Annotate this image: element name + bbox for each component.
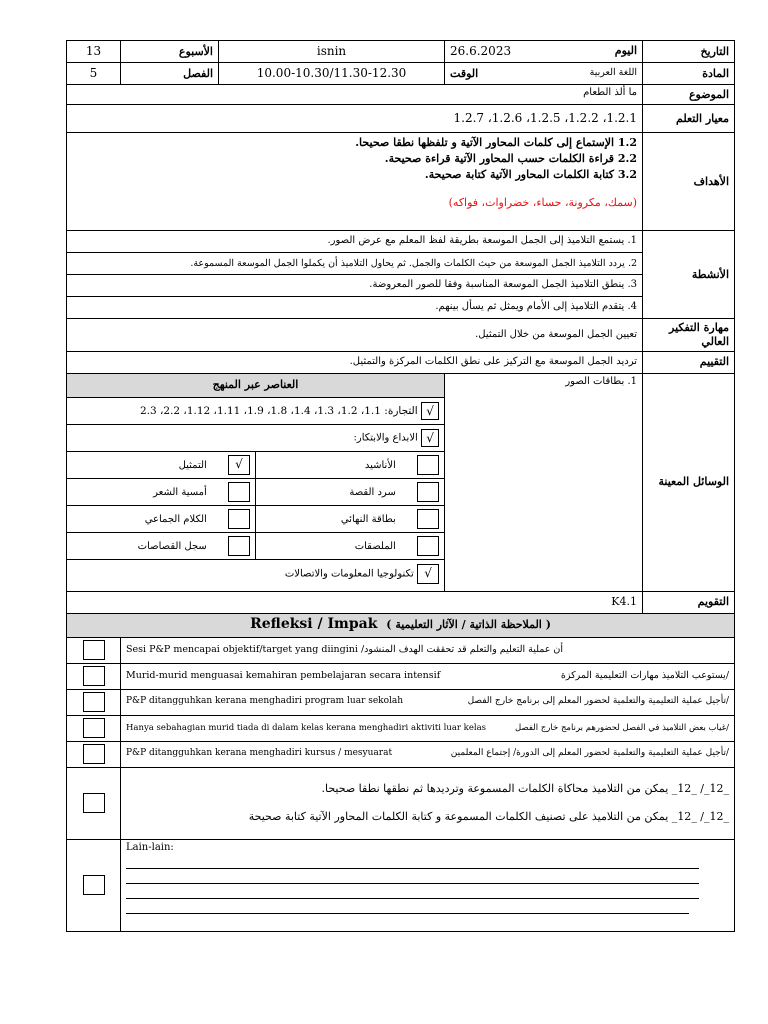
refleksi-title-ar: ( الملاحظة الذاتية / الآثار التعليمية ) (386, 618, 551, 632)
keusahawanan-label: التجارة: 1.1، 1.2، 1.3، 1.4، 1.8، 1.9، 1.11، 1.12، 2.2، 2.3 (139, 405, 418, 417)
tarikh-value: 26.6.2023 (450, 44, 512, 58)
nasyid-checkbox[interactable] (417, 455, 439, 475)
lesson-plan-sheet (66, 40, 734, 932)
lain-line-1[interactable] (126, 854, 699, 869)
refleksi-title: Refleksi / Impak (250, 616, 378, 633)
aktiviti-item-3: 3. ينطق التلاميذ الجمل الموسعة المناسبة وفقا للصور المعروضة. (67, 275, 643, 297)
koir-checkbox[interactable] (228, 509, 250, 529)
pentaksiran-label: التقويم (643, 591, 735, 613)
koir-label: الكلام الجماعي (144, 513, 207, 525)
count-line-1: _12_/ _12_ يمكن من التلاميذ محاكاة الكلمات المسموعة وترديدها ثم نطقها نطقا صحيحا. (321, 782, 730, 796)
penilaian-value: ترديد الجمل الموسعة مع التركيز على نطق الكلمات المركزة والتمثيل. (67, 351, 643, 373)
tmk-label: تكنولوجيا المعلومات والاتصالات (284, 568, 414, 580)
lain-line-4[interactable] (126, 899, 689, 914)
tmk-checkbox[interactable]: √ (417, 564, 439, 584)
puisi-checkbox[interactable] (228, 482, 250, 502)
minggu-label: الأسبوع (121, 41, 219, 63)
aktiviti-item-1: 1. يستمع التلاميذ إلى الجمل الموسعة بطريقة لفظ المعلم مع عرض الصور. (67, 231, 643, 253)
objektif-content (67, 133, 643, 231)
lain-lain-label: Lain-lain: (126, 841, 174, 853)
aktiviti-item-4: 4. يتقدم التلاميذ إلى الأمام ويمثل ثم يسأل بينهم. (67, 297, 643, 319)
tajuk-label: الموضوع (643, 85, 735, 105)
lain-lain-cell (121, 839, 735, 931)
lakonan-checkbox[interactable]: √ (228, 455, 250, 475)
cerita-label: سرد القصة (349, 486, 396, 498)
objektif-line-1: 1.2 الإستماع إلى كلمات المحاور الآتية و تلفظها نطقا صحيحا. (355, 136, 638, 149)
kelas-label: الفصل (121, 63, 219, 85)
kbat-label: مهارة التفكير العالي (643, 319, 735, 352)
lain-line-3[interactable] (126, 884, 699, 899)
nasyid-label: الأناشيد (364, 459, 396, 471)
objektif-label: الأهداف (643, 133, 735, 231)
poster-label: الملصقات (354, 540, 396, 552)
objektif-line-2: 2.2 قراءة الكلمات حسب المحاور الآتية قراءة صحيحة. (384, 151, 638, 165)
eme-panel (67, 373, 445, 591)
refleksi-checkbox-3[interactable] (83, 692, 105, 712)
subjek-value: اللغة العربية (589, 66, 638, 78)
minggu-value: 13 (67, 41, 121, 63)
refleksi-row-4: Hanya sebahagian murid tiada di dalam kelas kerana menghadiri aktiviti luar kelas /غياب بعض التلاميذ في الفصل لحضورهم برنامج خارج الفصل (121, 715, 735, 741)
standard-label: معيار التعلم (643, 105, 735, 133)
tarikh-label: التاريخ (643, 41, 735, 63)
kad-checkbox[interactable] (417, 509, 439, 529)
objektif-line-3: 3.2 كتابة الكلمات المحاور الآتية كتابة صحيحة. (424, 167, 638, 181)
refleksi-row-3: P&P ditangguhkan kerana menghadiri program luar sekolah /تأجيل عملية التعليمية والتعلمية لحضور المعلم إلى برنامج خارج الفصل (121, 689, 735, 715)
refleksi-row-5: P&P ditangguhkan kerana menghadiri kursus / mesyuarat /تأجيل عملية التعليمية والتعلمية لحضور المعلم إلى الدورة/ إجتماع المعلمين (121, 741, 735, 767)
bbm-label: الوسائل المعينة (643, 373, 735, 591)
pentaksiran-value: K4.1 (67, 591, 643, 613)
refleksi-checkbox-2[interactable] (83, 666, 105, 686)
refleksi-checkbox-5[interactable] (83, 744, 105, 764)
keusahawanan-checkbox[interactable]: √ (421, 402, 439, 420)
aktiviti-item-2: 2. يردد التلاميذ الجمل الموسعة من حيث الكلمات والجمل. ثم يحاول التلاميذ أن يكملوا الجمل الموسعة المسموعة. (67, 253, 643, 275)
refleksi-row-2: Murid-murid menguasai kemahiran pembelajaran secara intensif /يستوعب التلاميذ مهارات التعليمية المركزة (121, 663, 735, 689)
refleksi-row-1: Sesi P&P mencapai objektif/target yang diingini /أن عملية التعليم والتعلم قد تحققت الهدف المنشود (121, 637, 735, 663)
masa-label: الوقت (450, 66, 479, 80)
lain-line-2[interactable] (126, 869, 699, 884)
objektif-note: (سمك، مكرونة، حساء، خضراوات، فواكه) (448, 196, 638, 210)
masa-value: 10.00-10.30/11.30-12.30 (219, 63, 445, 85)
lesson-plan-table (66, 40, 735, 932)
refleksi-checkbox-4[interactable] (83, 718, 105, 738)
subjek-label: المادة (643, 63, 735, 85)
refleksi-checkbox-6[interactable] (83, 793, 105, 813)
lakonan-label: التمثيل (178, 459, 207, 471)
rekod-label: سجل القصاصات (137, 540, 207, 552)
puisi-label: أمسية الشعر (153, 486, 207, 498)
kreativiti-checkbox[interactable]: √ (421, 429, 439, 447)
kbat-value: تعيين الجمل الموسعة من خلال التمثيل. (67, 319, 643, 352)
cerita-checkbox[interactable] (417, 482, 439, 502)
aktiviti-label: الأنشطة (643, 231, 735, 319)
eme-title: العناصر عبر المنهج (67, 374, 444, 398)
refleksi-header (67, 613, 735, 637)
kad-label: بطاقة النهائي (340, 513, 396, 525)
count-line-2: _12_/ _12_ يمكن من التلاميذ على تصنيف الكلمات المسموعة و كتابة الكلمات المحاور الآتية كتابة صحيحة (248, 810, 730, 823)
poster-checkbox[interactable] (417, 536, 439, 556)
rekod-checkbox[interactable] (228, 536, 250, 556)
standard-value: 1.2.1، 1.2.2، 1.2.5، 1.2.6، 1.2.7 (67, 105, 643, 133)
penilaian-label: التقييم (643, 351, 735, 373)
hari-value: isnin (219, 41, 445, 63)
kelas-value: 5 (67, 63, 121, 85)
kreativiti-label: الابداع والابتكار: (353, 432, 418, 444)
hari-label: اليوم (614, 44, 638, 57)
refleksi-checkbox-1[interactable] (83, 640, 105, 660)
tajuk-value: ما ألذ الطعام (67, 85, 643, 105)
bbm-item: 1. بطاقات الصور (445, 373, 643, 591)
refleksi-counts (121, 767, 735, 839)
refleksi-checkbox-7[interactable] (83, 875, 105, 895)
